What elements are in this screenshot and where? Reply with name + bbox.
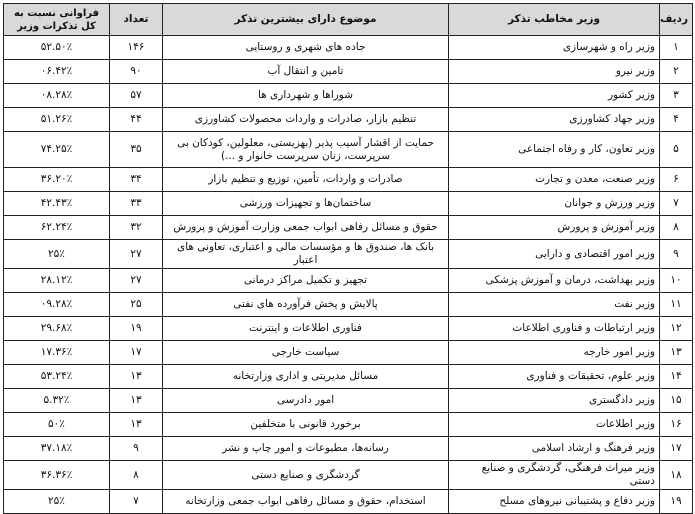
cell-frequency: ۵۰٪ [4, 413, 110, 437]
table-row [4, 341, 693, 365]
cell-index: ۵ [660, 132, 693, 168]
cell-count: ۳۴ [110, 168, 163, 192]
cell-frequency: ۲۵٪ [4, 490, 110, 514]
table-row [4, 108, 693, 132]
cell-count: ۴۴ [110, 108, 163, 132]
table-row [4, 461, 693, 490]
cell-count: ۱۷ [110, 341, 163, 365]
cell-count: ۲۵ [110, 293, 163, 317]
cell-topic: پالایش و پخش فرآورده های نفتی [163, 293, 449, 317]
cell-frequency: ۰۸.۲۸٪ [4, 84, 110, 108]
cell-index: ۶ [660, 168, 693, 192]
cell-index: ۷ [660, 192, 693, 216]
cell-topic: سیاست خارجی [163, 341, 449, 365]
cell-count: ۱۳ [110, 413, 163, 437]
cell-topic: حقوق و مسائل رفاهی ابواب جمعی وزارت آموزش و پرورش [163, 216, 449, 240]
header-topic: موضوع دارای بیشترین تذکر [163, 4, 449, 36]
cell-count: ۲۷ [110, 240, 163, 269]
cell-frequency: ۵۳.۲۴٪ [4, 365, 110, 389]
cell-minister: وزیر نیرو [449, 60, 660, 84]
table-row [4, 216, 693, 240]
cell-topic: مسائل مدیریتی و اداری وزارتخانه [163, 365, 449, 389]
table-row [4, 317, 693, 341]
cell-count: ۱۳ [110, 389, 163, 413]
table-row [4, 413, 693, 437]
cell-minister: وزیر اطلاعات [449, 413, 660, 437]
cell-minister: وزیر بهداشت، درمان و آموزش پزشکی [449, 269, 660, 293]
cell-frequency: ۷۴.۲۵٪ [4, 132, 110, 168]
table-row [4, 84, 693, 108]
cell-topic: تنظیم بازار، صادرات و واردات محصولات کشاورزی [163, 108, 449, 132]
cell-count: ۳۳ [110, 192, 163, 216]
cell-frequency: ۳۶.۳۶٪ [4, 461, 110, 490]
cell-frequency: ۳۷.۱۸٪ [4, 437, 110, 461]
cell-index: ۱۹ [660, 490, 693, 514]
table-row [4, 132, 693, 168]
cell-count: ۲۷ [110, 269, 163, 293]
header-index: ردیف [660, 4, 693, 36]
cell-count: ۷ [110, 490, 163, 514]
cell-index: ۲ [660, 60, 693, 84]
cell-index: ۱۶ [660, 413, 693, 437]
cell-index: ۱۱ [660, 293, 693, 317]
header-frequency: فراوانی نسبت به کل تذکرات وزیر [4, 4, 110, 36]
cell-minister: وزیر ارتباطات و فناوری اطلاعات [449, 317, 660, 341]
cell-index: ۱۴ [660, 365, 693, 389]
cell-minister: وزیر تعاون، کار و رفاه اجتماعی [449, 132, 660, 168]
table-row [4, 168, 693, 192]
ministers-reminders-table [3, 3, 693, 514]
cell-frequency: ۲۹.۶۸٪ [4, 317, 110, 341]
cell-index: ۱۳ [660, 341, 693, 365]
cell-index: ۳ [660, 84, 693, 108]
cell-minister: وزیر میراث فرهنگی، گردشگری و صنایع دستی [449, 461, 660, 490]
cell-count: ۸ [110, 461, 163, 490]
cell-topic: حمایت از اقشار آسیب پذیر (بهزیستی، معلولین، کودکان بی سرپرست، زنان سرپرست خانوار و ...) [163, 132, 449, 168]
cell-count: ۹۰ [110, 60, 163, 84]
table-row [4, 437, 693, 461]
cell-index: ۹ [660, 240, 693, 269]
cell-frequency: ۴۲.۴۳٪ [4, 192, 110, 216]
header-minister: وزیر مخاطب تذکر [449, 4, 660, 36]
cell-index: ۴ [660, 108, 693, 132]
table-row [4, 240, 693, 269]
cell-index: ۱ [660, 36, 693, 60]
table-header-row [4, 4, 693, 36]
cell-topic: فناوری اطلاعات و اینترنت [163, 317, 449, 341]
cell-minister: وزیر راه و شهرسازی [449, 36, 660, 60]
table-row [4, 389, 693, 413]
cell-minister: وزیر آموزش و پرورش [449, 216, 660, 240]
cell-frequency: ۲۸.۱۲٪ [4, 269, 110, 293]
cell-topic: جاده های شهری و روستایی [163, 36, 449, 60]
cell-minister: وزیر امور خارجه [449, 341, 660, 365]
cell-topic: تجهیز و تکمیل مراکز درمانی [163, 269, 449, 293]
cell-frequency: ۲۵٪ [4, 240, 110, 269]
cell-count: ۳۵ [110, 132, 163, 168]
cell-minister: وزیر صنعت، معدن و تجارت [449, 168, 660, 192]
cell-minister: وزیر نفت [449, 293, 660, 317]
cell-count: ۱۹ [110, 317, 163, 341]
cell-index: ۱۰ [660, 269, 693, 293]
cell-topic: بانک ها، صندوق ها و مؤسسات مالی و اعتباری، تعاونی های اعتبار [163, 240, 449, 269]
cell-frequency: ۵۱.۲۶٪ [4, 108, 110, 132]
cell-minister: وزیر دادگستری [449, 389, 660, 413]
cell-topic: استخدام، حقوق و مسائل رفاهی ابواب جمعی وزارتخانه [163, 490, 449, 514]
cell-topic: امور دادرسی [163, 389, 449, 413]
cell-frequency: ۱۷.۳۶٪ [4, 341, 110, 365]
cell-minister: وزیر امور اقتصادی و دارایی [449, 240, 660, 269]
cell-index: ۱۷ [660, 437, 693, 461]
cell-count: ۹ [110, 437, 163, 461]
table-row [4, 490, 693, 514]
table-row [4, 36, 693, 60]
cell-frequency: ۵.۳۲٪ [4, 389, 110, 413]
cell-index: ۱۵ [660, 389, 693, 413]
cell-count: ۱۳ [110, 365, 163, 389]
cell-topic: صادرات و واردات، تأمین، توزیع و تنظیم بازار [163, 168, 449, 192]
header-count: تعداد [110, 4, 163, 36]
cell-topic: ساختمان‌ها و تجهیزات ورزشی [163, 192, 449, 216]
cell-index: ۱۲ [660, 317, 693, 341]
cell-topic: برخورد قانونی با متخلفین [163, 413, 449, 437]
cell-count: ۳۲ [110, 216, 163, 240]
cell-minister: وزیر فرهنگ و ارشاد اسلامی [449, 437, 660, 461]
cell-count: ۱۴۶ [110, 36, 163, 60]
table-row [4, 269, 693, 293]
cell-topic: رسانه‌ها، مطبوعات و امور چاپ و نشر [163, 437, 449, 461]
cell-minister: وزیر جهاد کشاورزی [449, 108, 660, 132]
table-row [4, 192, 693, 216]
table-row [4, 293, 693, 317]
cell-index: ۸ [660, 216, 693, 240]
cell-frequency: ۶۲.۲۴٪ [4, 216, 110, 240]
cell-minister: وزیر ورزش و جوانان [449, 192, 660, 216]
cell-topic: تامین و انتقال آب [163, 60, 449, 84]
table-row [4, 365, 693, 389]
cell-frequency: ۳۶.۲۰٪ [4, 168, 110, 192]
cell-minister: وزیر دفاع و پشتیبانی نیروهای مسلح [449, 490, 660, 514]
cell-topic: گردشگری و صنایع دستی [163, 461, 449, 490]
cell-count: ۵۷ [110, 84, 163, 108]
cell-index: ۱۸ [660, 461, 693, 490]
cell-frequency: ۰۹.۲۸٪ [4, 293, 110, 317]
cell-minister: وزیر علوم، تحقیقات و فناوری [449, 365, 660, 389]
cell-frequency: ۵۲.۵۰٪ [4, 36, 110, 60]
cell-frequency: ۰۶.۴۲٪ [4, 60, 110, 84]
cell-topic: شوراها و شهرداری ها [163, 84, 449, 108]
cell-minister: وزیر کشور [449, 84, 660, 108]
table-row [4, 60, 693, 84]
